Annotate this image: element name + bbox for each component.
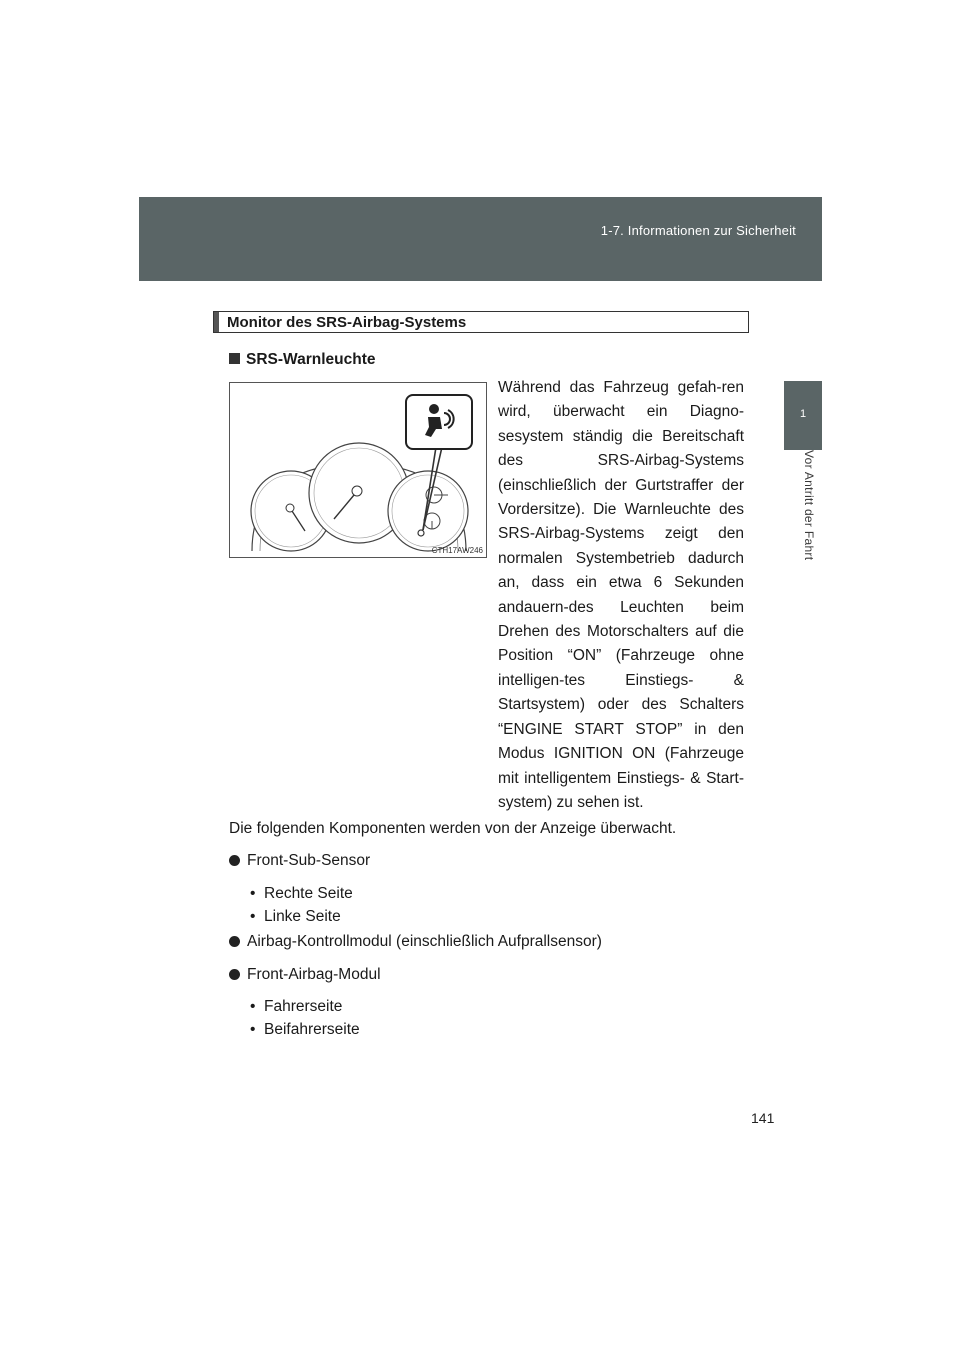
- list-item-label: Front-Sub-Sensor: [247, 852, 371, 869]
- list-item-label: Front-Airbag-Modul: [247, 966, 381, 983]
- chapter-header: [139, 197, 822, 281]
- sub-list-item-label: Rechte Seite: [264, 885, 353, 902]
- sub-list-item-label: Linke Seite: [264, 908, 341, 925]
- sub-list-item: • Beifahrerseite: [250, 1021, 360, 1038]
- sub-list-item-label: Beifahrerseite: [264, 1021, 360, 1038]
- bullet-icon: [229, 855, 240, 866]
- subheading: [229, 351, 375, 369]
- components-intro: Die folgenden Komponenten werden von der Anzeige überwacht.: [229, 820, 677, 837]
- bullet-icon: [229, 936, 240, 947]
- list-item: [229, 965, 381, 985]
- sub-list-item: • Fahrerseite: [250, 998, 343, 1015]
- chapter-number: 1: [799, 408, 807, 420]
- section-title-box: [213, 311, 749, 333]
- chapter-tab: [784, 381, 822, 450]
- section-title-bar: [214, 312, 219, 332]
- sub-list-item-label: Fahrerseite: [264, 998, 343, 1015]
- list-item: [229, 932, 602, 952]
- list-item-label: Airbag-Kontrollmodul (einschließlich Aufprallsensor): [247, 933, 602, 950]
- section-title: Monitor des SRS-Airbag-Systems: [227, 314, 467, 331]
- instrument-cluster-figure: [229, 382, 487, 558]
- page-number: 141: [751, 1110, 775, 1126]
- srs-description: Während das Fahrzeug gefah-ren wird, überwacht ein Diagno-sesystem ständig die Bereitschaft des SRS-Airbag-Systems (einschließlich der Gurtstraffer der Vordersitze). Die Warnleuchte des SRS-Airbag-Systems zeigt den normalen Systembetrieb dadurch an, dass ein etwa 6 Sekunden andauern-des Leuchten beim Drehen des Motorschalters auf die Position “ON” (Fahrzeuge ohne intelligen-tes Einstiegs- & Startsystem) oder des Schalters “ENGINE START STOP” in den Modus IGNITION ON (Fahrzeuge mit intelligentem Einstiegs- & Start-system) zu sehen ist.: [498, 379, 744, 811]
- sub-list-item: • Rechte Seite: [250, 885, 353, 902]
- list-item: [229, 851, 370, 871]
- square-bullet-icon: [229, 353, 240, 364]
- bullet-icon: [229, 969, 240, 980]
- sub-list-item: • Linke Seite: [250, 908, 341, 925]
- airbag-warning-icon: [406, 395, 472, 449]
- instrument-cluster-drawing: [230, 383, 488, 559]
- subheading-text: SRS-Warnleuchte: [246, 351, 376, 368]
- chapter-section-title: 1-7. Informationen zur Sicherheit: [600, 223, 796, 238]
- chapter-label: Vor Antritt der Fahrt: [802, 450, 816, 561]
- figure-code: CTH17AW246: [431, 546, 483, 555]
